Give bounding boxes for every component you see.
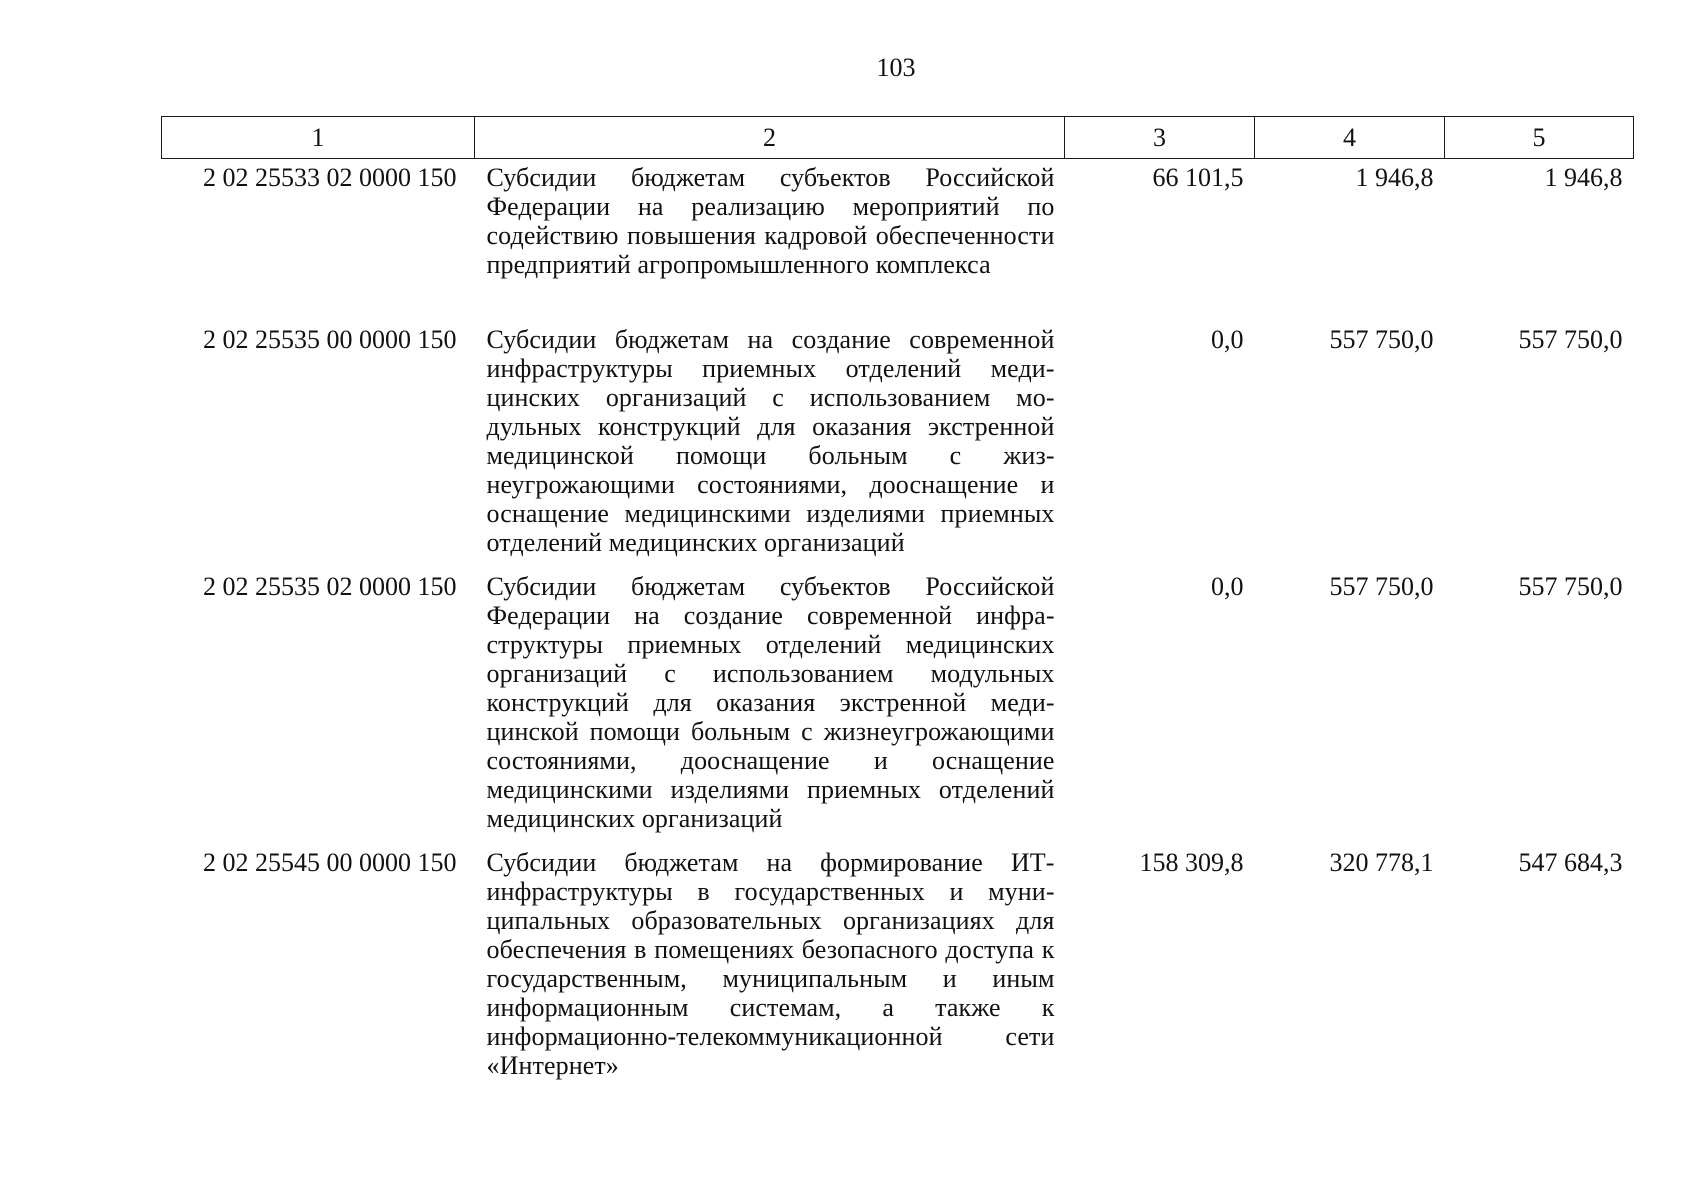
amount-col4-cell: 557 750,0 <box>1329 325 1434 354</box>
description-cell: Субсидии бюджетам на формирование ИТ-инфраструктуры в государственных и муниципальных образовательных организациях для обеспечения в помещениях безопасного доступа к государственным, муниципальным и иным информационным системам, а также к информационно-телекоммуникационной сети «Интернет» <box>486 848 1055 1080</box>
amount-col4-cell: 1 946,8 <box>1355 163 1434 192</box>
table-row <box>162 844 1634 1098</box>
budget-code-cell: 2 02 25535 02 0000 150 <box>203 572 457 601</box>
amount-col3-cell: 66 101,5 <box>1152 163 1244 192</box>
amount-col5-cell: 557 750,0 <box>1518 325 1623 354</box>
table-row <box>162 568 1634 844</box>
budget-table <box>161 116 1634 1098</box>
description-cell: Субсидии бюджетам субъектов Российской Федерации на создание современной инфраструктуры приемных отделений медицинских организаций с использованием модульных конструкций для оказания экстренной медицинской помощи больным с жизнеугрожающими состояниями, дооснащение и оснащение медицинскими изделиями приемных отделений медицинских организаций <box>486 572 1055 833</box>
header-row <box>162 117 1634 159</box>
amount-col3-cell: 0,0 <box>1211 572 1244 601</box>
amount-col4-cell: 320 778,1 <box>1329 848 1434 877</box>
amount-col3-cell: 0,0 <box>1211 325 1244 354</box>
column-header-4: 4 <box>1255 117 1445 159</box>
table-row <box>162 321 1634 568</box>
amount-col4-cell: 557 750,0 <box>1329 572 1434 601</box>
amount-col3-cell: 158 309,8 <box>1139 848 1244 877</box>
amount-col5-cell: 547 684,3 <box>1518 848 1623 877</box>
table-header <box>162 117 1634 159</box>
column-header-5: 5 <box>1445 117 1634 159</box>
amount-col5-cell: 557 750,0 <box>1518 572 1623 601</box>
budget-code-cell: 2 02 25545 00 0000 150 <box>203 848 457 877</box>
page-number: 103 <box>876 53 916 82</box>
budget-code-cell: 2 02 25535 00 0000 150 <box>203 325 457 354</box>
column-header-3: 3 <box>1065 117 1255 159</box>
column-header-1: 1 <box>162 117 475 159</box>
column-header-2: 2 <box>475 117 1065 159</box>
table-row <box>162 159 1634 322</box>
table-body <box>162 159 1634 1099</box>
description-cell: Субсидии бюджетам субъектов Российской Федерации на реализацию мероприятий по содействию повышения кадровой обеспеченности предприятий агропромышленного комплекса <box>486 163 1055 279</box>
description-cell: Субсидии бюджетам на создание современной инфраструктуры приемных отделений медицинских организаций с использованием модульных конструкций для оказания экстренной медицинской помощи больным с жизнеугрожающими состояниями, дооснащение и оснащение медицинскими изделиями приемных отделений медицинских организаций <box>486 325 1055 557</box>
amount-col5-cell: 1 946,8 <box>1544 163 1623 192</box>
budget-code-cell: 2 02 25533 02 0000 150 <box>203 163 457 192</box>
